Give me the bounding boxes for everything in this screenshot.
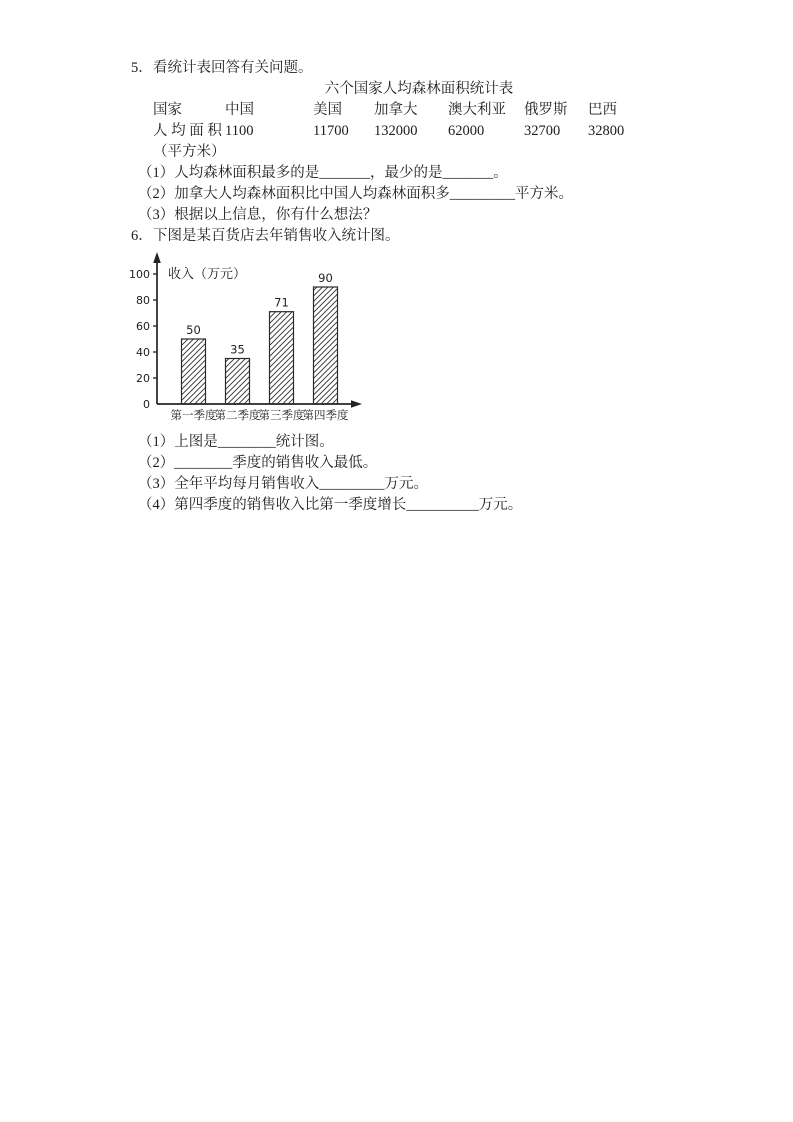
y-tick-label: 20 (136, 372, 150, 385)
q5-heading (131, 58, 707, 79)
sales-bar-chart-wrap (115, 247, 707, 432)
table-value: 32800 (588, 123, 625, 139)
y-axis-title: 收入（万元） (168, 266, 247, 281)
chart-bar (226, 359, 250, 405)
bar-value-label: 50 (186, 323, 201, 337)
q5-sub-question-1: （1）人均森林面积最多的是_______，最少的是_______。 (138, 165, 508, 181)
table-value: 32700 (524, 123, 561, 139)
x-axis-arrow-icon (351, 400, 362, 408)
table-value: 11700 (313, 123, 349, 139)
q6-sub-question-3: （3）全年平均每月销售收入_________万元。 (138, 476, 428, 492)
y-tick-label: 80 (136, 294, 150, 307)
q5-sub-question-2: （2）加拿大人均森林面积比中国人均森林面积多_________平方米。 (138, 186, 573, 202)
table-corner-label: 国家 (153, 102, 182, 118)
q6-heading (131, 226, 707, 247)
q6-sub-question-4: （4）第四季度的销售收入比第一季度增长__________万元。 (138, 497, 523, 513)
table-value: 132000 (374, 123, 418, 139)
table-col-header: 中国 (225, 102, 254, 118)
bar-value-label: 71 (274, 295, 289, 310)
table-col-header: 巴西 (588, 102, 617, 118)
table-col-header: 俄罗斯 (524, 102, 568, 118)
x-category-label: 第一季度 (170, 410, 217, 422)
forest-area-table (153, 100, 707, 163)
stats-table-title: 六个国家人均森林面积统计表 (324, 81, 514, 97)
chart-bar (182, 339, 206, 404)
table-row-label-unit: （平方米） (153, 144, 226, 160)
table-col-header: 澳大利亚 (448, 102, 506, 118)
x-category-label: 第三季度 (258, 410, 305, 422)
q5-prompt: 看统计表回答有关问题。 (153, 60, 313, 76)
table-value: 1100 (225, 123, 254, 139)
y-tick-label: 60 (136, 320, 150, 333)
q6-sub-question-1: （1）上图是________统计图。 (138, 434, 334, 450)
table-value: 62000 (448, 123, 485, 139)
bar-value-label: 35 (230, 342, 245, 357)
table-col-header: 美国 (313, 102, 342, 118)
q6-prompt: 下图是某百货店去年销售收入统计图。 (153, 228, 400, 244)
y-tick-label: 0 (143, 398, 150, 411)
chart-bar (270, 312, 294, 404)
chart-bar (314, 287, 338, 404)
x-category-label: 第四季度 (302, 410, 349, 422)
y-tick-label: 40 (136, 346, 150, 359)
sales-bar-chart (115, 247, 395, 432)
x-category-label: 第二季度 (214, 410, 261, 422)
q5-number: 5． (131, 60, 153, 76)
q6-sub-question-2: （2）________季度的销售收入最低。 (138, 455, 378, 471)
q6-number: 6． (131, 228, 153, 244)
y-tick-label: 100 (129, 268, 150, 281)
q5-sub-question-3: （3）根据以上信息，你有什么想法？ (138, 207, 378, 223)
y-axis-arrow-icon (153, 252, 161, 263)
table-col-header: 加拿大 (374, 102, 418, 118)
table-row-label: 人 均 面 积 (153, 123, 222, 139)
bar-value-label: 90 (318, 271, 333, 285)
worksheet-content (131, 58, 707, 516)
